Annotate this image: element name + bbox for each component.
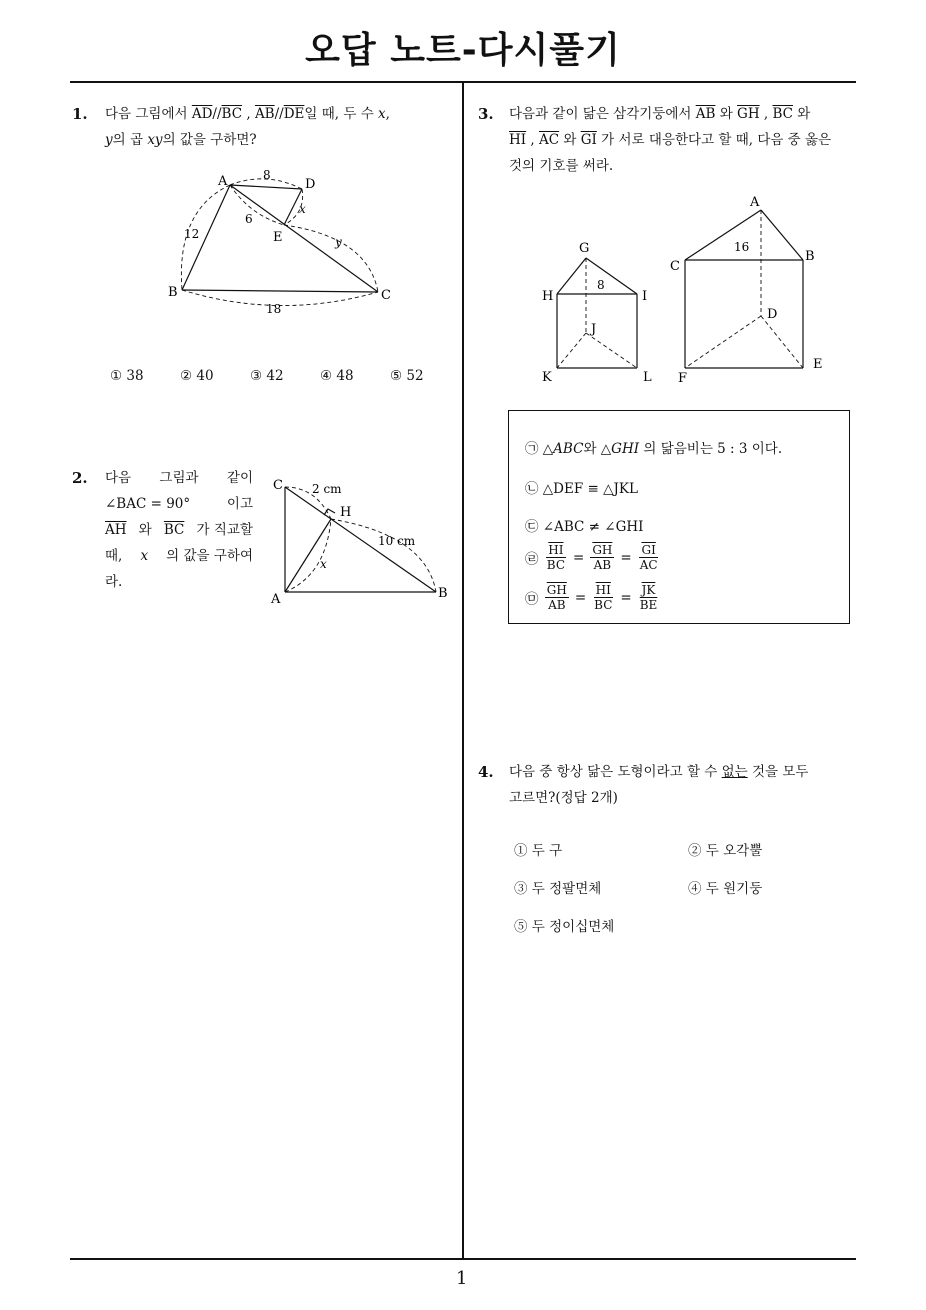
q4-choice-5[interactable]: ⑤ 두 정이십면체 xyxy=(514,919,615,935)
page-title: 오답 노트-다시풀기 xyxy=(305,30,621,71)
q1-comma-1: , xyxy=(246,106,251,122)
q2-line5: 라. xyxy=(105,574,123,590)
page-number: 1 xyxy=(456,1268,468,1289)
q3-mark-2: ㉡ xyxy=(525,481,539,497)
q1-parallel-2: // xyxy=(274,106,284,122)
frac-den: AB xyxy=(548,598,566,612)
q3-box-item-5[interactable] xyxy=(525,583,661,612)
q3-frac-gh-ab xyxy=(545,583,569,612)
q2-text-f: 의 값을 구하여 xyxy=(166,548,253,564)
q3-text xyxy=(509,101,859,179)
q3s-label-g: G xyxy=(579,241,590,256)
q1-var-xy: xy xyxy=(147,132,163,148)
q1-text-b: 일 때, 두 수 xyxy=(304,106,374,122)
q3b-label-f: F xyxy=(678,371,688,386)
q3-text-b: 가 서로 대응한다고 할 때, 다음 중 옳은 xyxy=(601,132,832,148)
q2-line3 xyxy=(105,517,253,543)
q1-line1 xyxy=(105,101,455,127)
q1-label-6: 6 xyxy=(245,212,253,226)
q3-mark-3: ㉢ xyxy=(525,519,539,535)
q2-seg-ah: $\overline{AH}$ xyxy=(105,522,127,538)
q3-seg-gi: $\overline{GI}$ xyxy=(580,132,597,148)
q2-seg-bc: $\overline{BC}$ xyxy=(163,522,185,538)
q2-label-c: C xyxy=(273,478,283,493)
q3b-label-e: E xyxy=(813,357,823,372)
q1-label-d: D xyxy=(305,177,316,192)
q2-label-x: x xyxy=(320,557,327,571)
q3-seg-ab: $\overline{AB}$ xyxy=(695,106,716,122)
q2-text-c: 와 xyxy=(138,522,152,538)
q2-text-e: 때, xyxy=(105,548,123,564)
column-divider xyxy=(462,82,464,1260)
bottom-rule xyxy=(70,1258,856,1260)
q1-label-12: 12 xyxy=(184,227,200,241)
q3-seg-ac: $\overline{AC}$ xyxy=(539,132,560,148)
q3-line1 xyxy=(509,101,859,127)
q3-wa: 와 xyxy=(583,441,597,457)
q1-label-a: A xyxy=(218,174,228,189)
q1-label-y: y xyxy=(335,235,342,249)
frac-den: BE xyxy=(639,598,658,612)
q1-label-18: 18 xyxy=(266,302,282,315)
q4-choice-4[interactable]: ④ 두 원기둥 xyxy=(688,881,763,897)
eq-sign: = xyxy=(573,549,585,566)
q1-label-8: 8 xyxy=(263,168,271,182)
q2-line1: 다음 그림과 같이 xyxy=(105,470,253,486)
q3b-edge-ca xyxy=(685,210,761,260)
q4-text-a: 다음 중 항상 닮은 도형이라고 할 수 xyxy=(509,764,718,780)
q1-choice-5[interactable]: ⑤ 52 xyxy=(390,368,424,384)
frac-num: $\overline{HI}$ xyxy=(548,543,564,557)
q1-text xyxy=(105,101,455,153)
q3b-edge-de xyxy=(761,316,803,368)
q1-seg-de: $\overline{DE}$ xyxy=(283,106,305,122)
q3-mark-4: ㉣ xyxy=(525,551,539,568)
q1-choice-3[interactable]: ③ 42 xyxy=(250,368,284,384)
q2-line4 xyxy=(105,543,253,569)
q2-text-d: 가 직교할 xyxy=(196,522,253,538)
q3s-edge-gi xyxy=(586,258,637,294)
q3-frac-gh-ab xyxy=(590,543,614,572)
q1-text-d: 의 값을 구하면? xyxy=(162,132,257,148)
q2-figure xyxy=(268,475,458,610)
q4-line1 xyxy=(509,759,859,785)
q1-seg-ad: $\overline{AD}$ xyxy=(191,106,213,122)
q1-edge-bc xyxy=(182,290,378,292)
q3s-label-j: J xyxy=(591,322,597,337)
q1-var-x: x xyxy=(378,106,386,122)
q3-wa-1: 와 xyxy=(719,106,733,122)
eq-sign: = xyxy=(574,589,587,606)
frac-den: AC xyxy=(639,558,658,572)
q1-choices xyxy=(110,368,424,384)
q1-label-x: x xyxy=(299,202,306,216)
q2-var-x: x xyxy=(140,548,149,564)
q3-frac-hi-bc xyxy=(592,583,614,612)
q3s-label-k: K xyxy=(542,370,552,385)
q3s-label-l: L xyxy=(643,370,652,385)
eq-sign: = xyxy=(620,589,632,606)
q3-tri-ghi: △GHI xyxy=(600,441,640,457)
q3b-label-d: D xyxy=(767,307,778,322)
q3-comma-2: , xyxy=(530,132,535,148)
q3-number: 3. xyxy=(478,105,494,123)
frac-den: BC xyxy=(546,558,566,572)
q4-choice-2[interactable]: ② 두 오각뿔 xyxy=(688,843,763,859)
frac-num: $\overline{JK}$ xyxy=(641,583,656,597)
q1-label-b: B xyxy=(168,285,178,300)
q3b-label-16: 16 xyxy=(734,240,750,254)
q1-label-c: C xyxy=(381,288,391,303)
q4-choice-1[interactable]: ① 두 구 xyxy=(514,843,563,859)
q4-text-b: 것을 모두 xyxy=(752,764,809,780)
q3-line2 xyxy=(509,127,859,153)
q3-box-item-3[interactable] xyxy=(525,515,643,535)
q3-wa-2: 와 xyxy=(797,106,811,122)
frac-den: BC xyxy=(594,598,613,612)
q1-text-c: 의 곱 xyxy=(112,132,144,148)
q3s-edge-jl xyxy=(586,333,637,368)
q3-figure xyxy=(535,190,835,390)
q3-seg-gh: $\overline{GH}$ xyxy=(737,106,760,122)
q3-answer-box xyxy=(508,410,850,624)
q1-text-a: 다음 그림에서 xyxy=(105,106,188,122)
q2-number: 2. xyxy=(72,469,88,487)
q3-frac-hi-bc xyxy=(545,543,567,572)
q2-label-b: B xyxy=(438,586,448,601)
q3-frac-gi-ac xyxy=(638,543,660,572)
q3b-label-c: C xyxy=(670,259,680,274)
q4-line2: 고르면?(정답 2개) xyxy=(509,790,618,806)
q3-seg-hi: $\overline{HI}$ xyxy=(509,132,527,148)
q3-angle-neq: ∠ABC ≠ ∠GHI xyxy=(542,519,644,535)
frac-num: $\overline{GH}$ xyxy=(546,583,567,597)
q3s-label-i: I xyxy=(642,289,648,304)
frac-num: $\overline{HI}$ xyxy=(595,583,611,597)
q3-box-item-1[interactable] xyxy=(525,437,782,457)
q3-seg-bc: $\overline{BC}$ xyxy=(772,106,793,122)
q3s-edge-jk xyxy=(557,333,586,368)
eq-sign: = xyxy=(620,549,632,566)
q3-wa-3: 와 xyxy=(563,132,577,148)
q3-mark-1: ㉠ xyxy=(525,441,539,457)
q3s-edge-hg xyxy=(557,258,586,294)
q1-comma-2: , xyxy=(385,106,390,122)
q1-number: 1. xyxy=(72,105,88,123)
q3-text-a: 다음과 같이 닮은 삼각기둥에서 xyxy=(509,106,692,122)
q1-choice-1[interactable]: ① 38 xyxy=(110,368,144,384)
q4-choice-3[interactable]: ③ 두 정팔면체 xyxy=(514,881,602,897)
q3-line3: 것의 기호를 써라. xyxy=(509,158,614,174)
q3-tri-abc: △ABC xyxy=(542,441,584,457)
q1-seg-ab: $\overline{AB}$ xyxy=(254,106,275,122)
q1-figure xyxy=(160,165,400,315)
q1-seg-bc: $\overline{BC}$ xyxy=(221,106,243,122)
q2-label-a: A xyxy=(271,592,281,607)
q1-choice-2[interactable]: ② 40 xyxy=(180,368,214,384)
frac-num: $\overline{GH}$ xyxy=(592,543,613,557)
q1-line2 xyxy=(105,127,455,153)
q2-line2 xyxy=(105,491,253,517)
q2-label-h: H xyxy=(340,505,352,520)
q2-label-2cm: 2 cm xyxy=(312,482,342,496)
q2-angle: ∠BAC = 90° xyxy=(105,496,191,512)
q3s-label-h: H xyxy=(542,289,554,304)
q2-edge-ah xyxy=(285,519,331,592)
q3-congruence: △DEF ≡ △JKL xyxy=(542,481,638,497)
q3-box-item-4[interactable] xyxy=(525,543,662,572)
q3s-label-8: 8 xyxy=(597,278,605,292)
q2-text xyxy=(105,465,253,595)
q3-box-item-2[interactable] xyxy=(525,477,638,497)
q1-parallel-1: // xyxy=(212,106,222,122)
q3b-label-a: A xyxy=(750,195,760,210)
q1-choice-4[interactable]: ④ 48 xyxy=(320,368,354,384)
q3-mark-5: ㉤ xyxy=(525,591,539,608)
q2-text-b: 이고 xyxy=(226,496,253,512)
q2-label-10cm: 10 cm xyxy=(378,534,416,548)
q3b-label-b: B xyxy=(805,249,815,264)
q1-edge-ad xyxy=(230,185,302,189)
frac-num: $\overline{GI}$ xyxy=(641,543,656,557)
q3b-edge-ab xyxy=(761,210,803,260)
q4-text xyxy=(509,759,859,811)
q3-comma-1: , xyxy=(763,106,769,122)
frac-den: AB xyxy=(593,558,612,572)
q3-ratio-text: 의 닮음비는 5 : 3 이다. xyxy=(643,441,783,457)
q1-var-y: y xyxy=(105,132,113,148)
q4-underlined: 없는 xyxy=(721,764,748,780)
q1-label-e: E xyxy=(273,230,283,245)
q3-frac-jk-be xyxy=(638,583,660,612)
q3b-edge-df xyxy=(685,316,761,368)
q4-number: 4. xyxy=(478,763,494,781)
